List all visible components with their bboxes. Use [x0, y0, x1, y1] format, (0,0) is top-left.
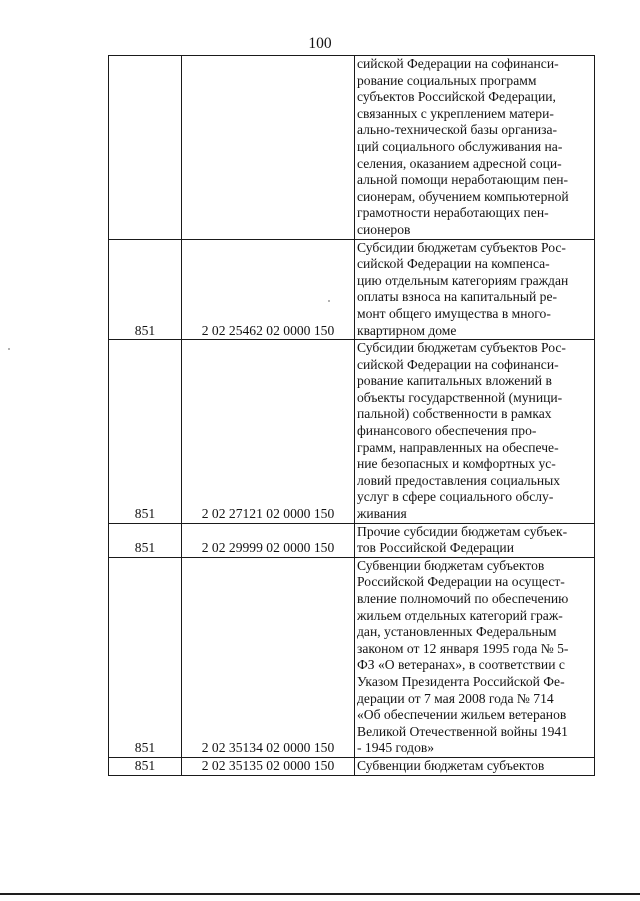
description-line: финансового обеспечения про-	[357, 423, 537, 439]
table-row	[109, 340, 595, 524]
revenue-description-cell	[355, 757, 595, 775]
description-line: Субвенции бюджетам субъектов	[357, 757, 545, 773]
description-line: квартирном доме	[357, 322, 457, 338]
table-row	[109, 523, 595, 557]
description-line: ально-технической базы организа-	[357, 122, 558, 138]
budget-code-cell: 2 02 25462 02 0000 150	[182, 239, 355, 340]
description-line: услуг в сфере социального обслу-	[357, 489, 554, 505]
description-line: тов Российской Федерации	[357, 540, 514, 556]
description-line: Субвенции бюджетам субъектов	[357, 557, 545, 573]
revenue-description-cell	[355, 340, 595, 524]
description-line: сийской Федерации на софинанси-	[357, 356, 559, 372]
description-line: живания	[357, 506, 407, 522]
description-line: цию отдельным категориям граждан	[357, 272, 569, 288]
budget-classification-table	[108, 55, 595, 776]
description-line: «Об обеспечении жильем ветеранов	[357, 707, 567, 723]
admin-code-cell: 851	[109, 557, 182, 757]
admin-code-cell: 851	[109, 239, 182, 340]
table-row	[109, 239, 595, 340]
description-line: Российской Федерации на осущест-	[357, 574, 565, 590]
description-line: сийской Федерации на софинанси-	[357, 56, 559, 71]
table-row	[109, 56, 595, 240]
description-line: Прочие субсидии бюджетам субъек-	[357, 523, 568, 539]
description-line: ние безопасных и комфортных ус-	[357, 456, 556, 472]
description-line: Субсидии бюджетам субъектов Рос-	[357, 340, 566, 356]
budget-code-cell: 2 02 35134 02 0000 150	[182, 557, 355, 757]
budget-code-cell	[182, 56, 355, 240]
description-line: - 1945 годов»	[357, 740, 435, 756]
description-line: вление полномочий по обеспечению	[357, 591, 569, 606]
page-number: 100	[308, 35, 332, 52]
description-line: грамотности неработающих пен-	[357, 205, 549, 221]
description-line: объекты государственной (муници-	[357, 389, 563, 405]
description-line: Указом Президента Российской Фе-	[357, 673, 565, 689]
table-row	[109, 757, 595, 775]
page-bottom-edge	[0, 893, 640, 895]
description-line: рование социальных программ	[357, 72, 537, 88]
description-line: сионеров	[357, 221, 411, 237]
description-line: дан, установленных Федеральным	[357, 624, 557, 640]
description-line: дерации от 7 мая 2008 года № 714	[357, 690, 554, 706]
revenue-description-cell	[355, 523, 595, 557]
description-line: ловий предоставления социальных	[357, 472, 561, 488]
description-line: связанных с укреплением матери-	[357, 105, 554, 121]
admin-code-cell: 851	[109, 757, 182, 775]
scan-dust-mark	[328, 300, 330, 302]
description-line: альной помощи неработающим пен-	[357, 172, 569, 188]
revenue-description-cell	[355, 56, 595, 240]
description-line: сийской Федерации на компенса-	[357, 256, 550, 272]
revenue-description-cell	[355, 557, 595, 757]
description-line: Великой Отечественной войны 1941	[357, 723, 568, 739]
description-line: монт общего имущества в много-	[357, 305, 551, 321]
description-line: субъектов Российской Федерации,	[357, 89, 556, 105]
description-line: рование капитальных вложений в	[357, 373, 552, 389]
revenue-description-cell	[355, 239, 595, 340]
description-line: Субсидии бюджетам субъектов Рос-	[357, 239, 566, 255]
admin-code-cell: 851	[109, 523, 182, 557]
table-row	[109, 557, 595, 757]
scan-dust-mark	[8, 348, 10, 350]
budget-code-cell: 2 02 27121 02 0000 150	[182, 340, 355, 524]
admin-code-cell: 851	[109, 340, 182, 524]
description-line: селения, оказанием адресной соци-	[357, 155, 562, 171]
budget-code-cell: 2 02 35135 02 0000 150	[182, 757, 355, 775]
budget-code-cell: 2 02 29999 02 0000 150	[182, 523, 355, 557]
description-line: жильем отдельных категорий граж-	[357, 607, 563, 623]
description-line: ФЗ «О ветеранах», в соответствии с	[357, 657, 565, 673]
description-line: законом от 12 января 1995 года № 5-	[357, 640, 569, 656]
admin-code-cell	[109, 56, 182, 240]
description-line: грамм, направленных на обеспече-	[357, 439, 559, 455]
description-line: сионерам, обучением компьютерной	[357, 188, 569, 204]
description-line: пальной) собственности в рамках	[357, 406, 552, 422]
description-line: оплаты взноса на капитальный ре-	[357, 289, 558, 305]
description-line: ций социального обслуживания на-	[357, 138, 563, 154]
